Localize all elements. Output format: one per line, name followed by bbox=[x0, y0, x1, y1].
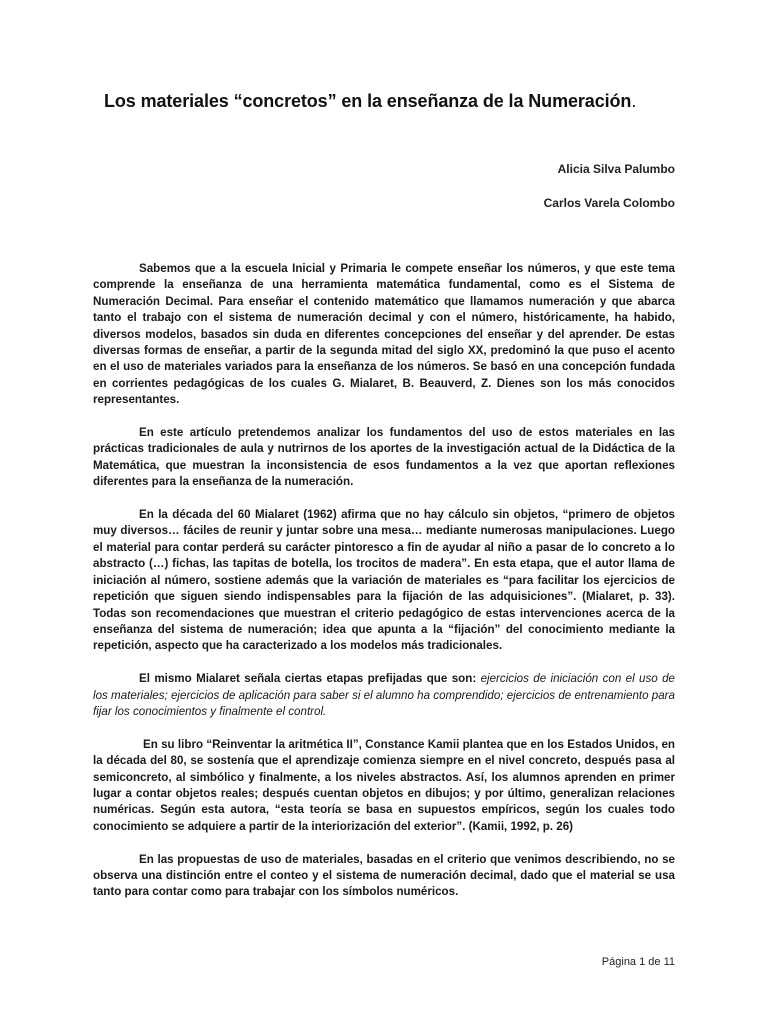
paragraph: En las propuestas de uso de materiales, basadas en el criterio que venimos describiendo, no se observa una distinción entre el conteo y el sistema de numeración decimal, dado que el material se usa tanto para contar como para trabajar con los símbolos numéricos. bbox=[93, 852, 675, 899]
paragraph: En este artículo pretendemos analizar los fundamentos del uso de estos materiales en las prácticas tradicionales de aula y nutrirnos de los aportes de la investigación actual de la Didáctica de la Matemática, que muestran la inconsistencia de esos fundamentos a la vez que aportan reflexiones diferentes para la enseñanza de la numeración. bbox=[93, 426, 675, 489]
paragraph: En la década del 60 Mialaret (1962) afirma que no hay cálculo sin objetos, “primero de objetos muy diversos… fáciles de reunir y juntar sobre una mesa… mediante numerosas manipulaciones. Luego el material para contar perderá su carácter pintoresco a fin de ayudar al niño a pasar de lo concreto a lo abstracto (…) fichas, las tapitas de botella, los trocitos de madera”. En esta etapa, que el autor llama de iniciación al número, sostiene además que la variación de materiales es “para facilitar los ejercicios de repetición que siguen siendo indispensables para la fijación de las adquisiciones”. (Mialaret, p. 33). Todas son recomendaciones que muestran el criterio pedagógico de estas intervenciones acerca de la enseñanza del sistema de numeración; idea que apunta a la “fijación” del conocimiento mediante la repetición, aspecto que ha caracterizado a los modelos más tradicionales. bbox=[93, 508, 675, 653]
author-name: Carlos Varela Colombo bbox=[543, 196, 675, 210]
paragraph-lead: El mismo Mialaret señala ciertas etapas prefijadas que son: bbox=[139, 672, 481, 686]
document-title-text: Los materiales “concretos” en la enseñanza de la Numeración bbox=[104, 91, 632, 111]
paragraph: Sabemos que a la escuela Inicial y Primaria le compete enseñar los números, y que este tema comprende la enseñanza de una herramienta matemática fundamental, como es el Sistema de Numeración Decimal. Para enseñar el contenido matemático que llamamos numeración y que abarca tanto el trabajo con el sistema de numeración decimal y con el número, históricamente, ha habido, diversos modelos, basados sin duda en diferentes concepciones del enseñar y del aprender. De estas diversas formas de enseñar, a partir de la segunda mitad del siglo XX, predominó la que puso el acento en el uso de materiales variados para la enseñanza de los números. Se basó en una concepción fundada en corrientes pedagógicas de los cuales G. Mialaret, B. Beauverd, Z. Dienes son los más conocidos representantes. bbox=[93, 262, 675, 407]
page-number: Página 1 de 11 bbox=[601, 956, 675, 968]
author-name: Alicia Silva Palumbo bbox=[557, 162, 675, 176]
paragraph bbox=[93, 671, 675, 720]
document-title-period: . bbox=[631, 91, 637, 111]
article-body bbox=[93, 261, 675, 917]
paragraph: En su libro “Reinventar la aritmética II”, Constance Kamii plantea que en los Estados Unidos, en la década del 80, se sostenía que el aprendizaje comienza siempre en el nivel concreto, después pasa al semiconcreto, al simbólico y finalmente, a los niveles abstractos. Así, los alumnos aprenden en primer lugar a contar objetos reales; después cuentan objetos en dibujos; y por último, generalizan relaciones numéricas. Según esta autora, “esta teoría se basa en supuestos empíricos, según los cuales todo conocimiento se adquiere a partir de la interiorización del exterior”. (Kamii, 1992, p. 26) bbox=[93, 737, 675, 833]
document-title bbox=[104, 90, 704, 112]
paragraph-italic-list: ejercicios de iniciación con el uso de los materiales; ejercicios de aplicación para saber si el alumno ha comprendido; ejercicios de entrenamiento para fijar los conocimientos y finalmente el control. bbox=[93, 672, 676, 718]
